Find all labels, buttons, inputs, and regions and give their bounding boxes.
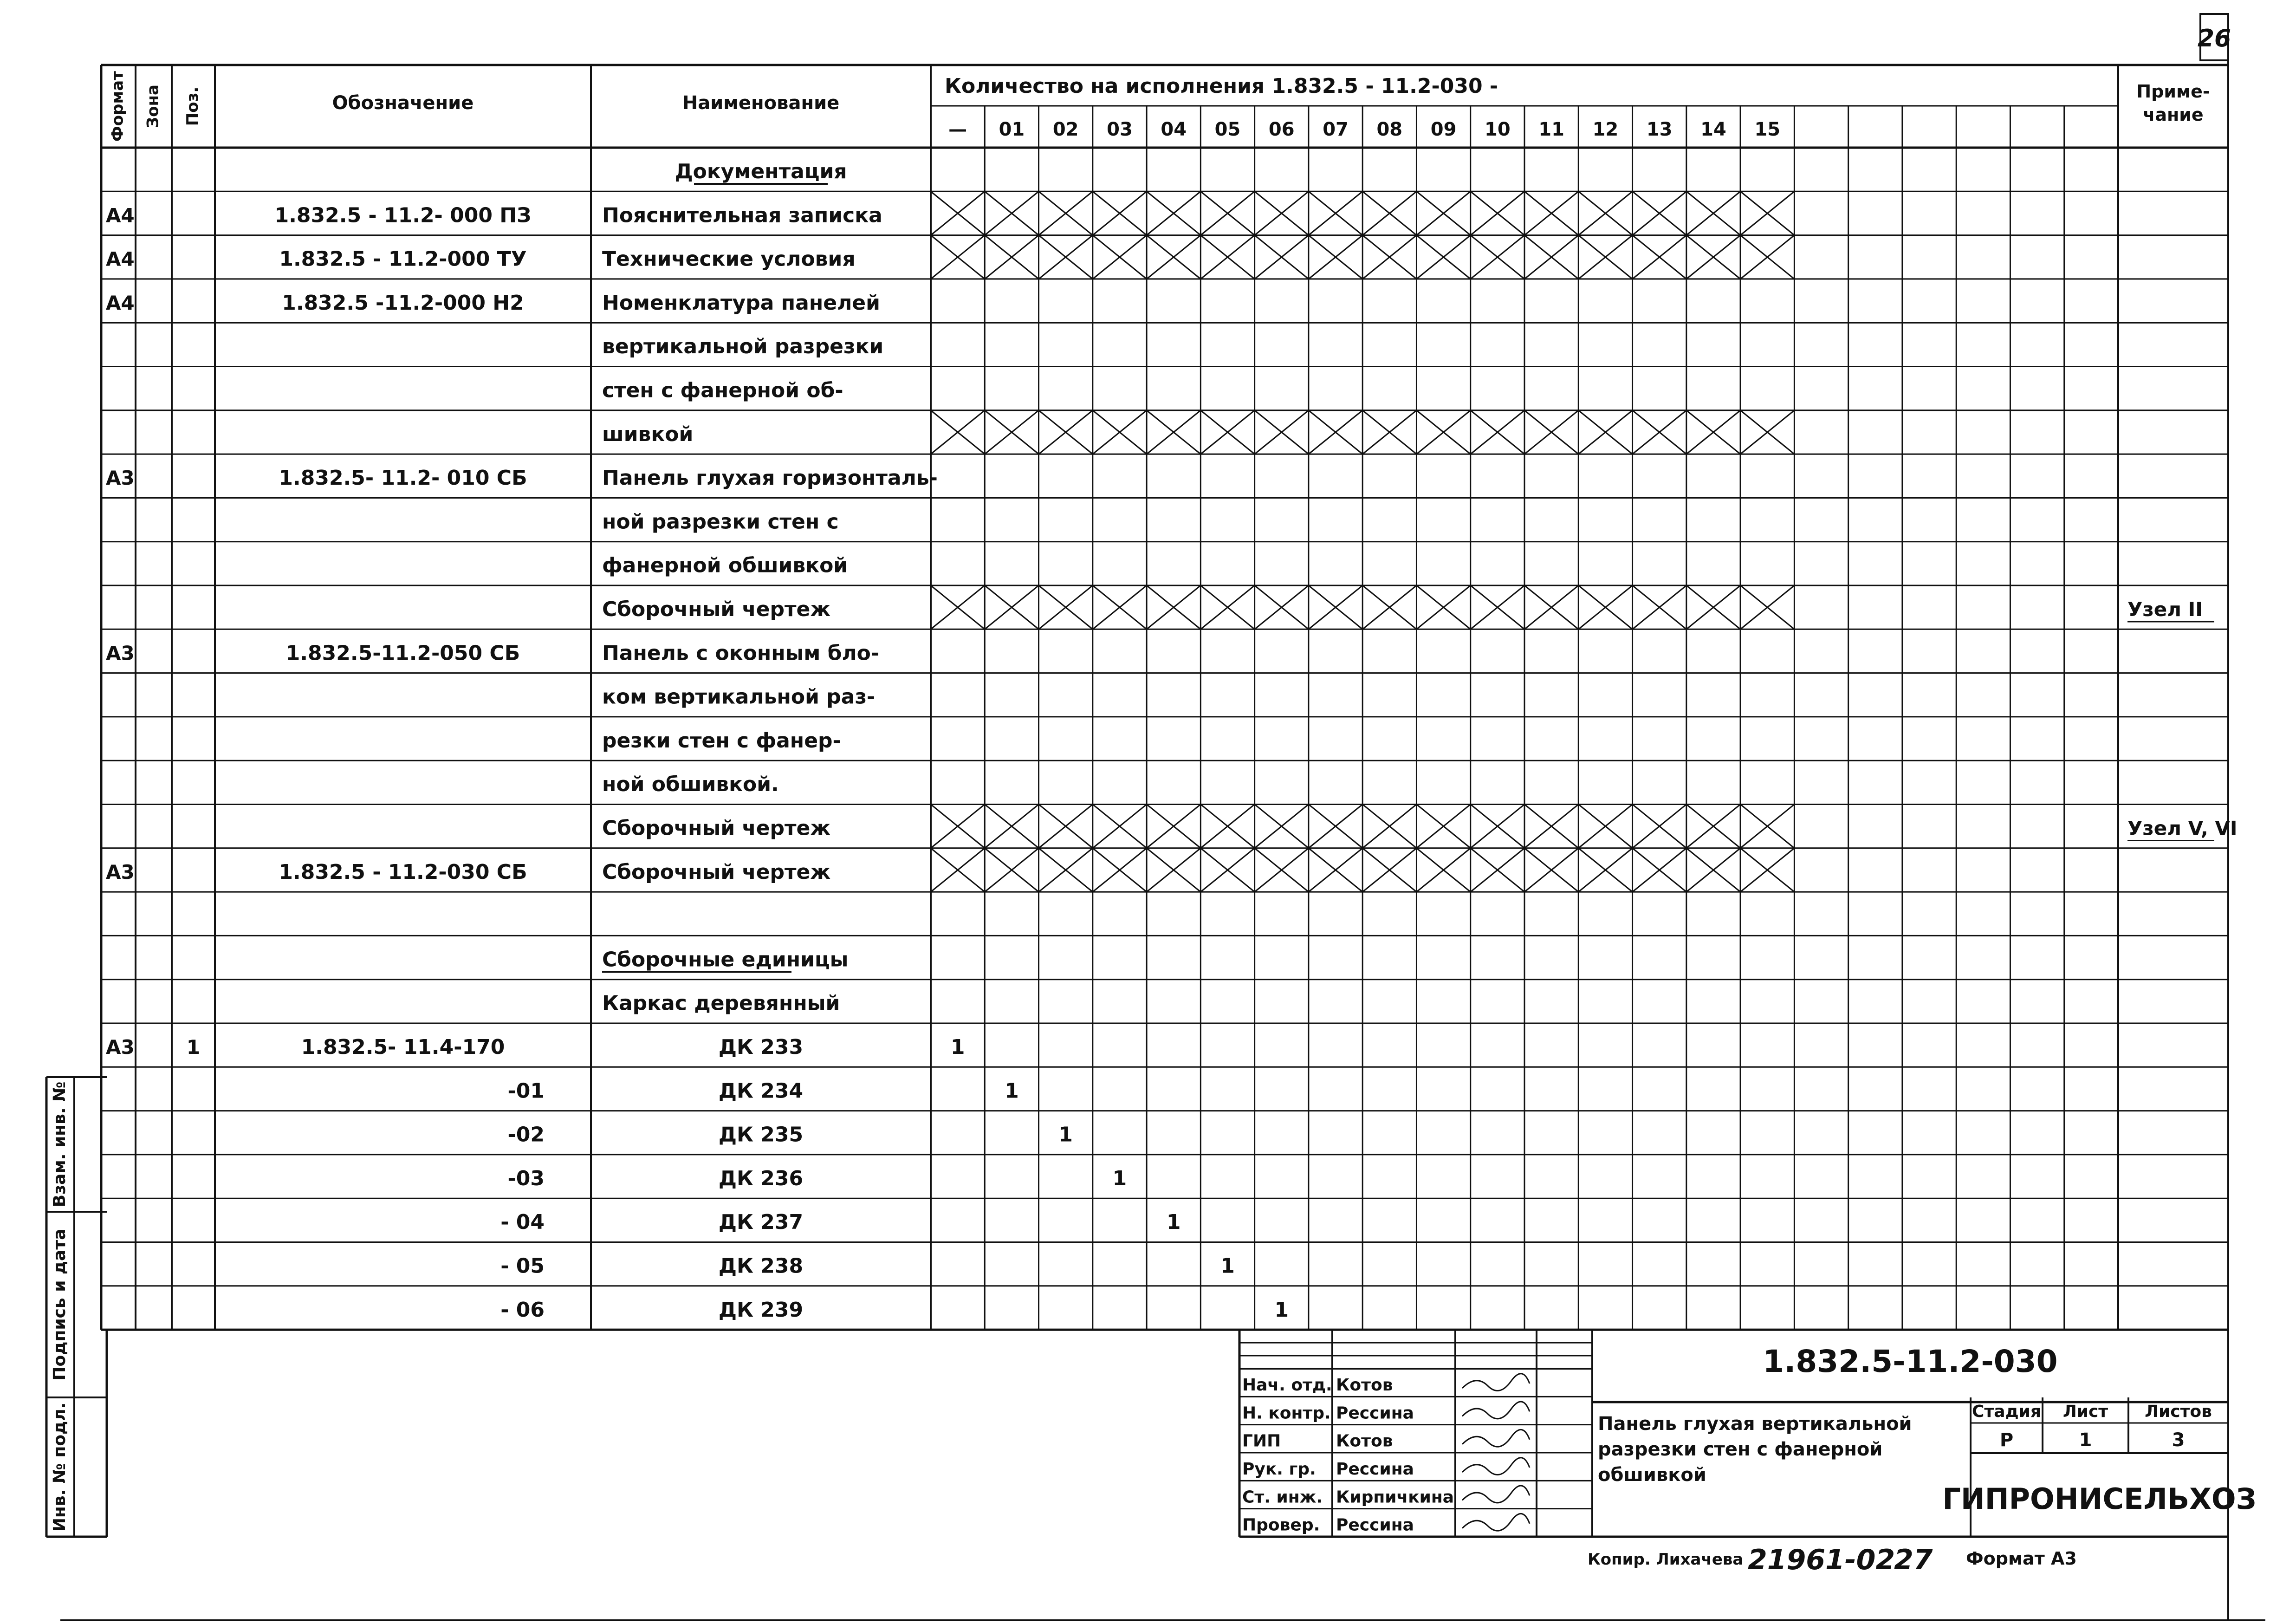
variant-header-1: 01 — [999, 119, 1025, 140]
title-line: обшивкой — [1598, 1464, 1706, 1486]
row-designation: 1.832.5 -11.2-000 Н2 — [282, 291, 524, 315]
signature-mark — [1462, 1402, 1530, 1419]
row-note: Узел II — [2127, 598, 2203, 621]
row-name: Панель глухая горизонталь- — [602, 466, 938, 490]
row-name: ДК 234 — [718, 1079, 804, 1103]
copied-by: Копир. Лихачева — [1588, 1550, 1744, 1569]
side-stamp-label: Взам. инв. № — [50, 1081, 69, 1208]
variant-header-4: 04 — [1161, 119, 1187, 140]
row-name: Технические условия — [602, 247, 856, 271]
staff-name: Рессина — [1336, 1460, 1414, 1479]
row-designation: 1.832.5 - 11.2-000 ТУ — [279, 247, 527, 271]
header-pos: Поз. — [183, 86, 202, 126]
row-name: Сборочный чертеж — [602, 816, 831, 840]
row-format: А4 — [106, 291, 135, 314]
header-note-line2: чание — [2143, 104, 2204, 125]
row-designation: - 05 — [500, 1254, 545, 1278]
signature-mark — [1462, 1486, 1530, 1503]
row-note: Узел V, VI — [2127, 817, 2238, 840]
row-name: шивкой — [602, 422, 694, 446]
row-name: ДК 237 — [718, 1210, 804, 1234]
stage-value: Р — [1999, 1429, 2014, 1451]
quantity-value: 1 — [1112, 1166, 1127, 1190]
row-name: Номенклатура панелей — [602, 291, 880, 315]
staff-role: Нач. отд. — [1242, 1376, 1332, 1395]
signature-mark — [1462, 1374, 1530, 1391]
signature-mark — [1462, 1429, 1530, 1447]
staff-role: Провер. — [1242, 1515, 1320, 1535]
variant-header-15: 15 — [1754, 119, 1781, 140]
variant-header-9: 09 — [1430, 119, 1457, 140]
row-designation: -03 — [507, 1166, 545, 1190]
side-stamp — [46, 1077, 107, 1537]
staff-role: ГИП — [1242, 1431, 1281, 1451]
row-name: Пояснительная записка — [602, 203, 882, 227]
variant-header-7: 07 — [1323, 119, 1349, 140]
row-name: ком вертикальной раз- — [602, 685, 876, 709]
header-zone: Зона — [143, 84, 162, 128]
header-name: Наименование — [682, 92, 840, 114]
staff-name: Кирпичкина — [1336, 1488, 1454, 1507]
variant-header-6: 06 — [1268, 119, 1295, 140]
title-block — [1239, 1330, 2257, 1537]
footer — [1588, 1544, 2077, 1576]
staff-name: Котов — [1336, 1376, 1393, 1395]
title-designation: 1.832.5-11.2-030 — [1763, 1344, 2058, 1379]
row-name: Каркас деревянный — [602, 991, 840, 1015]
signature-mark — [1462, 1514, 1530, 1531]
row-name: ной обшивкой. — [602, 773, 779, 797]
header-designation: Обозначение — [332, 92, 474, 114]
staff-name: Рессина — [1336, 1515, 1414, 1535]
sheet-value: 1 — [2079, 1429, 2092, 1451]
row-name: ДК 233 — [718, 1035, 804, 1059]
sheets-label: Листов — [2145, 1402, 2212, 1421]
quantity-value: 1 — [1005, 1079, 1019, 1103]
row-name: ной разрезки стен с — [602, 510, 839, 534]
sheets-value: 3 — [2172, 1429, 2185, 1451]
staff-name: Рессина — [1336, 1403, 1414, 1423]
row-name: Сборочный чертеж — [602, 598, 831, 622]
header-quantity-caption: Количество на исполнения 1.832.5 - 11.2-030 - — [945, 74, 1498, 98]
row-name: резки стен с фанер- — [602, 728, 841, 753]
row-name: Панель с оконным бло- — [602, 641, 880, 665]
quantity-value: 1 — [1220, 1254, 1235, 1278]
header-note-line1: Приме- — [2136, 81, 2210, 102]
row-format: А4 — [106, 247, 135, 271]
variant-header-11: 11 — [1538, 119, 1564, 140]
sheet-label: Лист — [2062, 1402, 2108, 1421]
staff-role: Н. контр. — [1242, 1403, 1331, 1423]
quantity-value: 1 — [1166, 1210, 1181, 1234]
row-position: 1 — [186, 1036, 201, 1059]
row-format: А3 — [106, 642, 135, 665]
row-name: ДК 238 — [718, 1254, 804, 1278]
row-name: Сборочные единицы — [602, 948, 849, 972]
row-name: вертикальной разрезки — [602, 335, 884, 359]
row-designation: 1.832.5-11.2-050 СБ — [285, 641, 520, 665]
row-name: Сборочный чертеж — [602, 860, 831, 884]
variant-header-2: 02 — [1052, 119, 1079, 140]
row-name: ДК 239 — [718, 1298, 804, 1322]
title-line: разрезки стен с фанерной — [1598, 1439, 1883, 1460]
variant-header-10: 10 — [1485, 119, 1511, 140]
variant-header-0: — — [948, 119, 967, 140]
quantity-value: 1 — [1058, 1123, 1073, 1147]
row-format: А3 — [106, 467, 135, 490]
side-stamp-label: Подпись и дата — [50, 1228, 69, 1381]
row-name: фанерной обшивкой — [602, 553, 848, 578]
row-designation: 1.832.5 - 11.2- 000 ПЗ — [274, 203, 532, 227]
title-line: Панель глухая вертикальной — [1598, 1413, 1912, 1435]
row-name: ДК 236 — [718, 1166, 804, 1190]
row-format: А3 — [106, 1036, 135, 1059]
specification-table — [101, 65, 2237, 1330]
variant-header-13: 13 — [1646, 119, 1673, 140]
footer-format: Формат А3 — [1966, 1548, 2077, 1569]
row-format: А4 — [106, 204, 135, 227]
staff-role: Ст. инж. — [1242, 1488, 1323, 1507]
staff-role: Рук. гр. — [1242, 1460, 1316, 1479]
stage-label: Стадия — [1972, 1402, 2041, 1421]
row-designation: 1.832.5- 11.2- 010 СБ — [279, 466, 527, 490]
row-name: Документация — [675, 160, 847, 184]
variant-header-14: 14 — [1700, 119, 1726, 140]
row-designation: 1.832.5- 11.4-170 — [301, 1035, 505, 1059]
row-name: ДК 235 — [718, 1123, 804, 1147]
variant-header-8: 08 — [1376, 119, 1403, 140]
variant-header-12: 12 — [1592, 119, 1619, 140]
row-designation: -01 — [507, 1079, 545, 1103]
page-number: 27 — [1894, 1544, 1933, 1576]
quantity-value: 1 — [950, 1035, 965, 1059]
row-designation: - 04 — [500, 1210, 545, 1234]
quantity-value: 1 — [1274, 1298, 1289, 1322]
row-format: А3 — [106, 860, 135, 883]
row-name: стен с фанерной об- — [602, 378, 843, 403]
row-designation: 1.832.5 - 11.2-030 СБ — [279, 860, 527, 884]
variant-header-3: 03 — [1107, 119, 1133, 140]
staff-name: Котов — [1336, 1431, 1393, 1451]
organization-name: ГИПРОНИСЕЛЬХОЗ — [1942, 1482, 2257, 1516]
signature-mark — [1462, 1458, 1530, 1475]
row-designation: - 06 — [500, 1298, 545, 1322]
side-stamp-label: Инв. № подл. — [50, 1402, 69, 1532]
row-designation: -02 — [507, 1123, 545, 1147]
sheet-number: 26 — [2197, 25, 2231, 52]
drawing-number: 21961-02 — [1748, 1544, 1895, 1576]
variant-header-5: 05 — [1214, 119, 1241, 140]
header-format: Формат — [108, 71, 127, 142]
